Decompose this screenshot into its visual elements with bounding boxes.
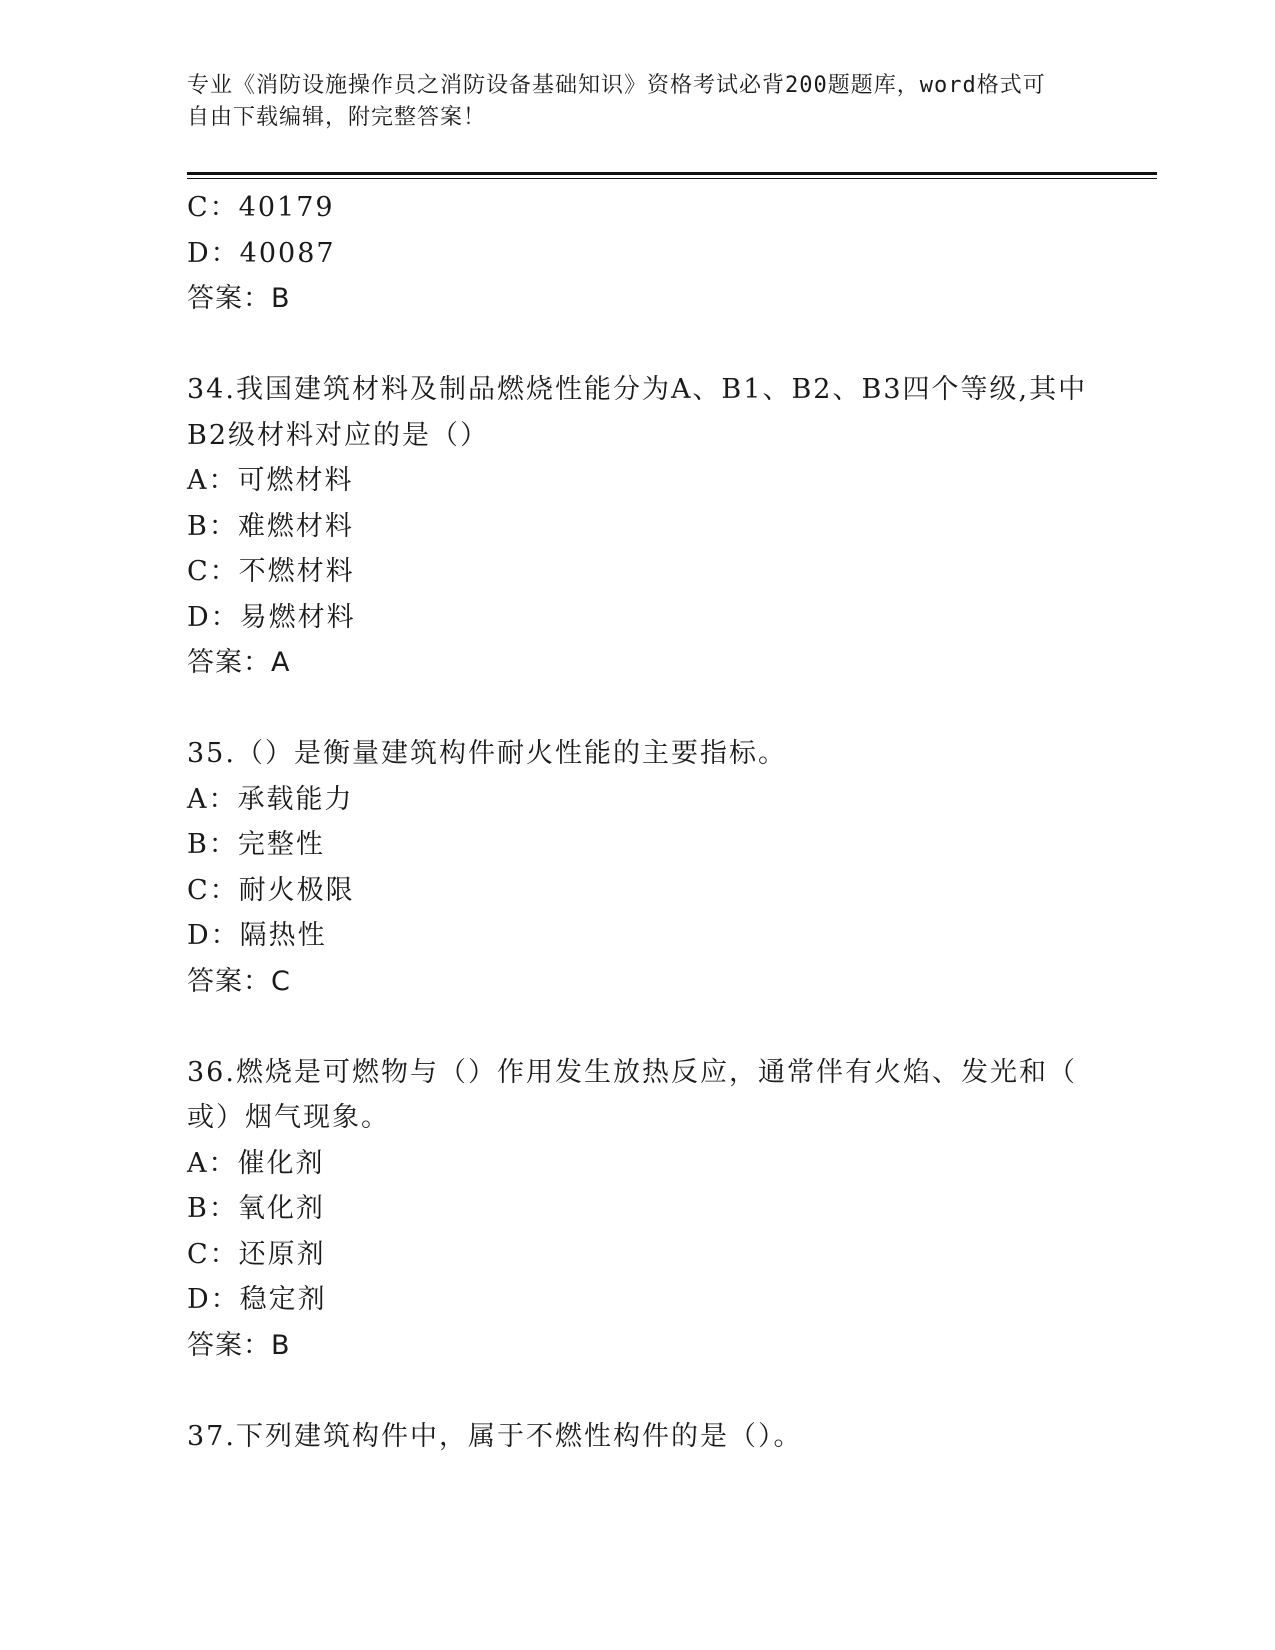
option-d: D：稳定剂: [187, 1284, 327, 1315]
option-c: C：耐火极限: [187, 874, 355, 906]
answer-line: 答案：C: [187, 965, 291, 997]
question-stem: 34.我国建筑材料及制品燃烧性能分为A、B1、B2、B3四个等级,其中: [187, 374, 1088, 405]
document-header: 专业《消防设施操作员之消防设备基础知识》资格考试必背200题题库，word格式可自由下载编辑，附完整答案！: [187, 73, 1046, 130]
question-stem: 或）烟气现象。: [187, 1102, 390, 1133]
option-c: C：不燃材料: [187, 556, 355, 587]
question-list: [187, 185, 1157, 1459]
question-stem: 36.燃烧是可燃物与（）作用发生放热反应，通常伴有火焰、发光和（: [187, 1056, 1077, 1088]
option-d: D：易燃材料: [187, 601, 356, 633]
answer-line: 答案：B: [187, 283, 291, 314]
option-a: A：承载能力: [187, 783, 354, 815]
option-a: A：催化剂: [187, 1147, 325, 1179]
answer-line: 答案：B: [187, 1329, 291, 1361]
option-b: B：氧化剂: [187, 1193, 325, 1224]
option-b: B：完整性: [187, 829, 325, 860]
option-c: C：还原剂: [187, 1238, 326, 1270]
option-b: B：难燃材料: [187, 510, 354, 542]
question-stem: 37.下列建筑构件中，属于不燃性构件的是（）。: [187, 1420, 803, 1452]
option-a: A：可燃材料: [187, 465, 354, 496]
question-stem: 35.（）是衡量建筑构件耐火性能的主要指标。: [187, 738, 787, 769]
header-divider: [187, 172, 1157, 179]
answer-line: 答案：A: [187, 647, 291, 678]
option-c: C：40179: [187, 192, 335, 223]
question-stem: B2级材料对应的是（）: [187, 419, 490, 451]
option-d: D：隔热性: [187, 920, 327, 951]
option-d: D：40087: [187, 237, 336, 269]
document-page: [187, 70, 1157, 1459]
